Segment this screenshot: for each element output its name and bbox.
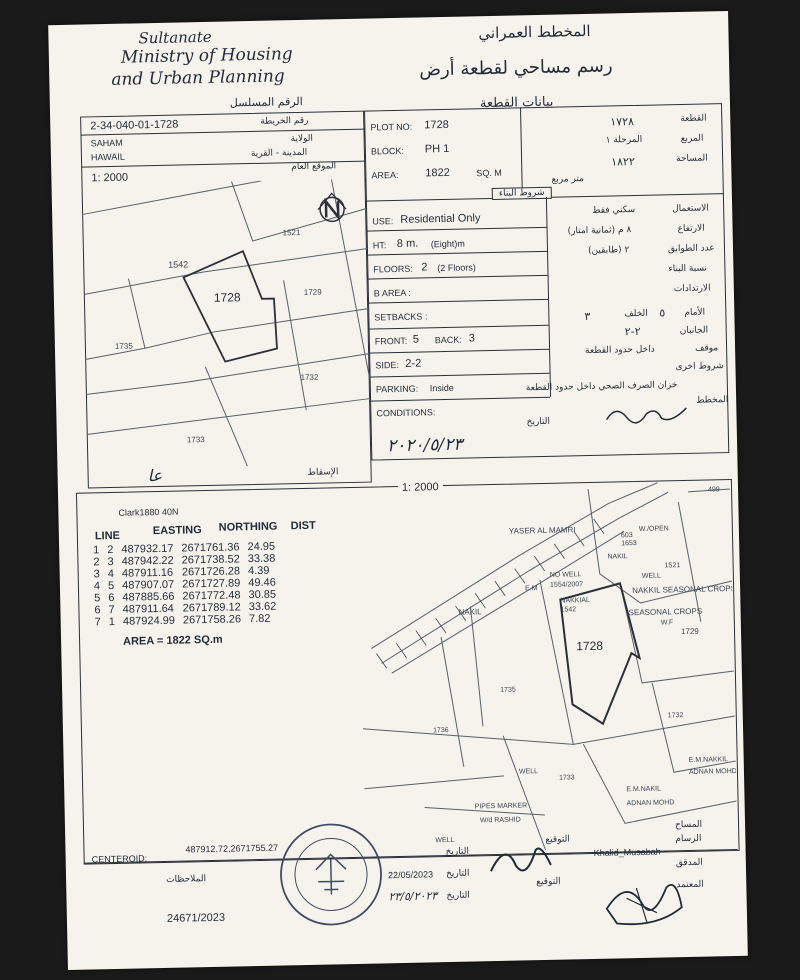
map-no-label-ar: رقم الخريطة	[260, 115, 309, 127]
table-cell: 487885.66	[122, 590, 175, 604]
coordinates-table	[89, 541, 281, 629]
table-cell: 2671772.48	[182, 589, 241, 603]
use-ar: سكني فقط	[592, 204, 636, 216]
planner-signature-icon	[601, 398, 692, 430]
site-label: W.F	[660, 619, 674, 627]
table-cell: 2671738.52	[181, 553, 240, 567]
site-label: 1728	[576, 638, 604, 654]
col-easting: EASTING	[152, 524, 202, 538]
site-label: NAKIL	[458, 607, 482, 617]
plot-no-value: 1728	[424, 118, 449, 132]
serial-number: 2-34-040-01-1728	[90, 118, 179, 133]
sign-label-ar: التوقيع	[545, 834, 570, 845]
table-cell: 33.62	[248, 600, 277, 614]
site-label: E.M	[525, 585, 538, 593]
site-label: WELL	[435, 836, 455, 845]
projection-label-ar: الإسقاط	[307, 467, 339, 478]
front-label-ar: الأمام	[684, 307, 706, 318]
parking-label: PARKING:	[375, 383, 419, 395]
datum-label: Clark1880 40N	[118, 506, 179, 518]
table-cell: 24.95	[247, 540, 276, 554]
area-label-ar: المساحة	[676, 153, 708, 165]
floors-words: (2 Floors)	[437, 262, 476, 274]
area-ar: ١٨٢٢	[611, 154, 635, 169]
site-label: SEASONAL CROPS	[628, 606, 703, 618]
site-label: 1732	[667, 712, 684, 720]
centeroid-value: 487912.72,2671755.27	[185, 842, 279, 855]
floors-label: FLOORS:	[373, 263, 413, 275]
site-label: E.M.NAKKIL	[688, 756, 729, 764]
table-cell: 487924.99	[122, 614, 176, 628]
table-cell: 2	[107, 543, 114, 557]
table-cell: 30.85	[248, 588, 277, 602]
table-cell: 2	[93, 556, 100, 569]
table-cell: 4.39	[247, 564, 270, 578]
ministry-line-2: and Urban Planning	[111, 66, 285, 90]
date-2: ٢٣/٥/٢٠٢٣	[388, 889, 438, 904]
site-owner-label: YASER AL MAMRI	[508, 525, 576, 536]
side-label: SIDE:	[375, 359, 399, 371]
table-cell: 7.82	[248, 612, 271, 626]
drafter-name: Khalid_Musabah	[593, 846, 661, 858]
height-value: 8 m.	[396, 237, 419, 250]
back-label: BACK:	[434, 334, 462, 346]
block-value: PH 1	[424, 142, 450, 156]
floors-ar: ٢ (طابقين)	[587, 245, 630, 256]
table-cell: 2671758.26	[182, 613, 242, 627]
surveyor-label-ar: المساح	[674, 819, 703, 831]
arabic-top-title: المخطط العمراني	[478, 21, 591, 43]
wilayat-label-ar: الولاية	[290, 133, 314, 145]
ministry-line-1: Ministry of Housing	[120, 44, 293, 68]
table-cell: 487911.64	[122, 602, 174, 616]
location-map	[82, 179, 372, 470]
setbacks-label: SETBACKS :	[374, 311, 428, 323]
use-label: USE:	[372, 216, 394, 227]
site-map	[358, 481, 738, 854]
height-words: (Eight)m	[430, 238, 465, 250]
date-1: 22/05/2023	[387, 869, 434, 881]
table-cell: 33.38	[247, 552, 276, 566]
site-label: 603	[620, 532, 633, 540]
location-plot-outline	[183, 251, 277, 363]
site-label: W/d RASHID	[479, 816, 521, 825]
site-label: NAKIL	[607, 553, 628, 561]
approver-signature-icon	[596, 867, 687, 939]
site-label: ADNAN MOHD	[626, 799, 675, 808]
back-label-ar: الخلف	[624, 308, 648, 320]
area-label: AREA:	[371, 169, 399, 181]
table-cell: 2671727.89	[182, 577, 241, 591]
block-label-ar: المربع	[680, 133, 704, 145]
loc-parcel-label: 1733	[186, 435, 205, 445]
plot-no-label-ar: القطعة	[680, 113, 707, 125]
block-label: BLOCK:	[370, 145, 405, 157]
table-cell: 2671761.36	[181, 541, 240, 555]
height-label-ar: الارتفاع	[677, 223, 705, 235]
table-cell: 6	[108, 591, 115, 605]
centeroid-label: CENTEROID:	[91, 853, 148, 865]
table-cell: 3	[93, 568, 100, 581]
wilayat-value: SAHAM	[90, 137, 123, 149]
site-label: WELL	[518, 768, 539, 776]
block-ar: المرحلة ١	[605, 134, 643, 146]
site-label: 1521	[664, 562, 681, 570]
barea-label-ar: نسبة البناء	[668, 263, 708, 275]
site-label: PIPES MARKER	[474, 802, 528, 811]
site-label: 1729	[680, 626, 699, 637]
table-cell: 2671726.28	[181, 565, 241, 579]
col-northing: NORTHING	[218, 520, 278, 534]
location-label-ar: الموقع العام	[291, 161, 337, 173]
table-cell: 5	[107, 579, 115, 593]
table-cell: 3	[107, 555, 114, 569]
plot-data-ar: بيانات القطعة	[479, 94, 554, 112]
ministry-sultanate: Sultanate	[138, 27, 212, 48]
table-cell: 1	[93, 544, 100, 557]
planner-label-ar: المخطط	[696, 395, 729, 406]
survey-document	[48, 11, 748, 970]
table-cell: 487932.17	[121, 542, 174, 556]
site-label: 1653	[621, 540, 637, 548]
area-unit: SQ. M	[476, 167, 502, 179]
loc-parcel-label: 1729	[303, 287, 322, 297]
location-scale: 1: 2000	[91, 171, 129, 185]
loc-parcel-label: 1521	[282, 227, 301, 238]
setbacks-label-ar: الارتدادات	[673, 283, 711, 295]
floors-label-ar: عدد الطوابق	[667, 243, 715, 255]
conditions-date-label-ar: التاريخ	[526, 416, 551, 428]
site-label: 499	[707, 486, 720, 494]
site-label: 1542	[560, 606, 577, 614]
surveyor-signature-icon	[485, 835, 556, 886]
loc-parcel-label: 1728	[213, 290, 241, 305]
site-label: NO WELL	[549, 571, 582, 579]
arabic-doc-title: رسم مساحي لقطعة أرض	[418, 55, 613, 81]
table-cell: 4	[93, 580, 101, 593]
back-ar: ٣	[584, 309, 591, 324]
table-cell: 7	[94, 616, 101, 629]
table-cell: 49.46	[248, 576, 276, 590]
septic-ar: خزان الصرف الصحي داخل حدود القطعة	[525, 380, 678, 394]
side-label-ar: الجانبان	[679, 325, 709, 337]
front-ar: ٥	[659, 306, 666, 320]
site-label: NAKKIL SEASONAL CROPS	[632, 583, 737, 596]
use-label-ar: الاستعمال	[672, 203, 709, 215]
survey-area: AREA = 1822 SQ.m	[122, 633, 223, 648]
conditions-heading-ar: شروط البناء	[492, 187, 552, 200]
site-label: WELL	[641, 572, 661, 580]
col-line: LINE	[94, 529, 121, 543]
date-label-ar-3: التاريخ	[446, 890, 470, 902]
site-label: 1733	[558, 774, 575, 782]
site-label: NAKKIAL	[560, 597, 590, 605]
table-cell: 5	[94, 592, 101, 605]
reference-number: 24671/2023	[166, 911, 226, 925]
date-label-ar: التاريخ	[445, 846, 470, 858]
front-label: FRONT:	[374, 335, 408, 347]
handwritten-date: ٢٠٢٠/٥/٢٣	[386, 434, 463, 457]
north-arrow-icon	[318, 193, 347, 222]
table-cell: 2671789.12	[182, 601, 241, 615]
approver-label-ar: المعتمد	[676, 879, 704, 891]
ministry-stamp-icon	[275, 818, 387, 930]
loc-parcel-label: 1542	[168, 259, 189, 270]
table-cell: 1	[108, 615, 116, 629]
floors-value: 2	[421, 261, 428, 274]
site-label: W./OPEN	[638, 525, 669, 533]
site-label: 1736	[432, 726, 449, 735]
front-value: 5	[412, 333, 420, 346]
col-dist: DIST	[290, 519, 316, 533]
loc-parcel-label: 1735	[114, 341, 133, 351]
date-label-ar-2: التاريخ	[445, 868, 470, 880]
height-label: HT:	[372, 240, 387, 251]
barea-label: B AREA :	[373, 287, 411, 299]
name-label-ar: الرسام	[675, 833, 702, 845]
site-label: 1735	[500, 686, 516, 694]
table-cell: 7	[108, 603, 115, 617]
side-ar: ٢-٢	[624, 324, 641, 339]
parking-value: Inside	[429, 382, 454, 394]
table-cell: 4	[107, 567, 115, 581]
serial-label-ar: الرقم المسلسل	[229, 94, 303, 110]
signature-initials: عا	[147, 465, 163, 486]
site-label: ADNAN MOHD	[688, 767, 737, 776]
table-cell: 487911.16	[121, 566, 174, 580]
conditions-label: CONDITIONS:	[376, 407, 436, 419]
area-value: 1822	[425, 166, 450, 180]
use-value: Residential Only	[400, 212, 481, 226]
other-label-ar: شروط اخرى	[675, 361, 724, 373]
height-ar: ٨ م (ثمانية امتار)	[567, 225, 632, 237]
plot-no-label: PLOT NO:	[370, 121, 413, 133]
back-value: 3	[468, 332, 476, 345]
town-label-ar: المدينة - القرية	[250, 147, 308, 160]
area-unit-ar: متر مربع	[551, 174, 585, 185]
site-label: 1554/2007	[549, 581, 584, 589]
table-cell: 487907.07	[122, 578, 175, 592]
site-label: E.M.NAKIL	[626, 785, 662, 794]
plot-no-ar: ١٧٢٨	[610, 114, 635, 129]
remarks-label-ar: الملاحظات	[166, 874, 207, 885]
survey-scale: 1: 2000	[398, 481, 443, 494]
parking-ar: داخل حدود القطعة	[585, 344, 655, 357]
loc-parcel-label: 1732	[300, 372, 319, 383]
sign-label-ar-2: التوقيع	[536, 876, 561, 888]
table-cell: 487942.22	[121, 554, 174, 568]
parking-label-ar: موقف	[694, 343, 719, 354]
town-value: HAWAIL	[90, 151, 125, 163]
checker-label-ar: المدقق	[675, 857, 703, 869]
table-cell: 6	[94, 604, 101, 617]
side-value: 2-2	[405, 357, 422, 370]
